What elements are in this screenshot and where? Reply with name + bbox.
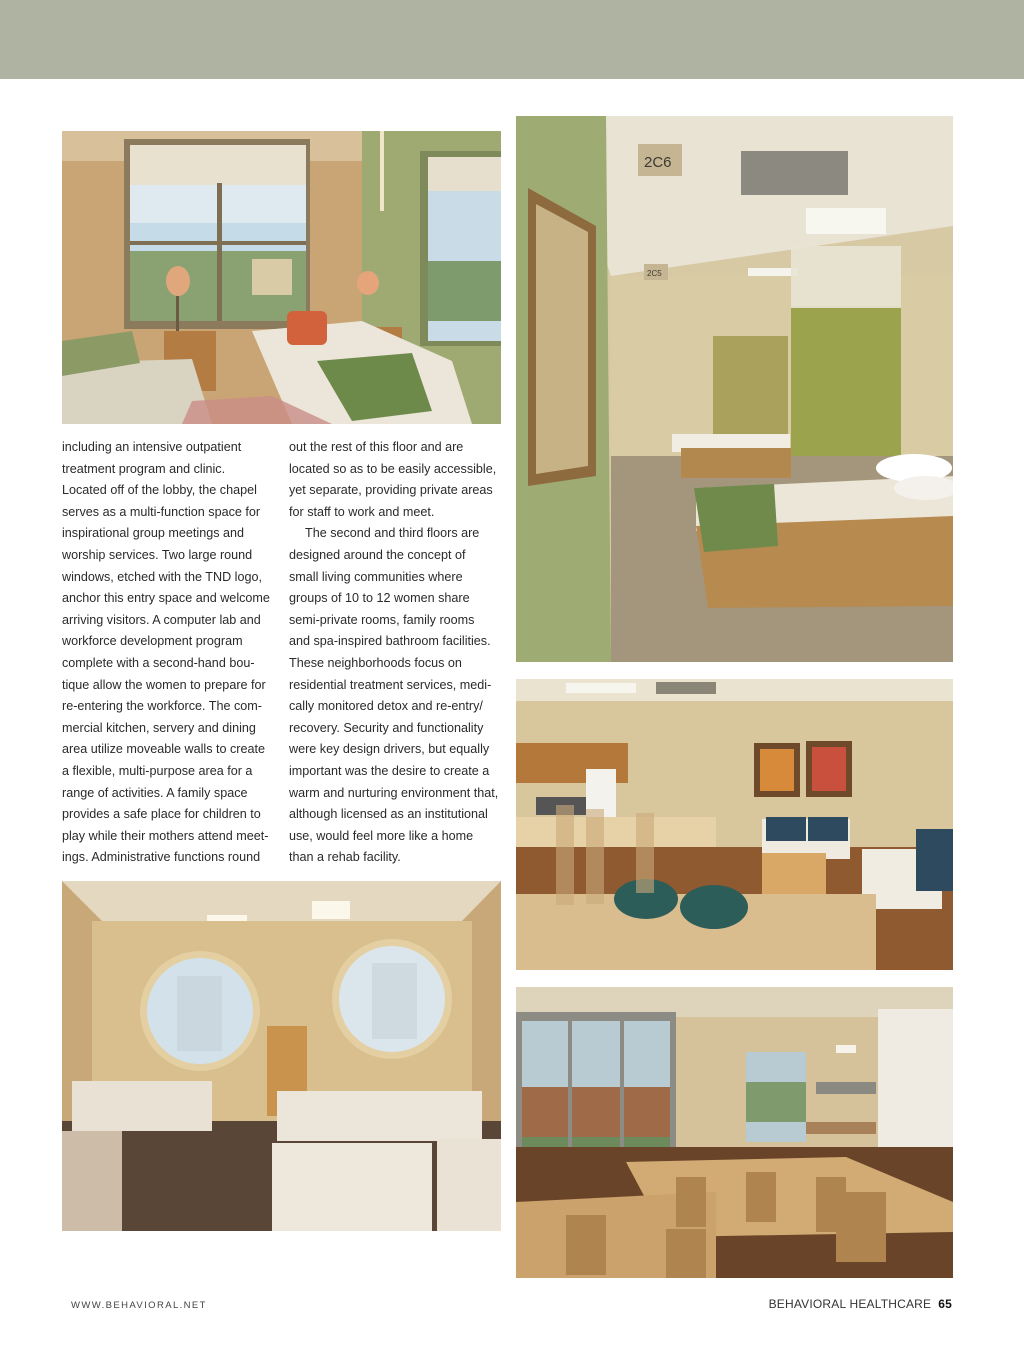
footer-publication (769, 1297, 952, 1311)
text-line: Located off of the lobby, the chapel (62, 483, 257, 498)
top-color-band (0, 0, 1024, 79)
text-line: designed around the concept of (289, 547, 466, 562)
paragraph (289, 437, 501, 523)
text-line: These neighborhoods focus on (289, 655, 462, 670)
photo-bedroom-windows (62, 131, 501, 424)
text-line: mercial kitchen, servery and dining (62, 720, 256, 735)
room-number-sign: 2C6 (644, 154, 672, 171)
footer-website-url: WWW.BEHAVIORAL.NET (71, 1300, 207, 1311)
text-line: including an intensive outpatient (62, 440, 242, 454)
text-line: windows, etched with the TND logo, (62, 569, 262, 584)
text-line: anchor this entry space and welcome (62, 591, 270, 606)
text-line: serves as a multi-function space for (62, 504, 261, 519)
text-line: yet separate, providing private areas (289, 483, 493, 498)
text-line: arriving visitors. A computer lab and (62, 612, 261, 627)
text-line: small living communities where (289, 569, 463, 584)
text-column-2 (289, 437, 501, 869)
text-line: although licensed as an institutional (289, 807, 488, 822)
text-line: area utilize moveable walls to create (62, 742, 266, 757)
text-line: important was the desire to create a (289, 763, 490, 778)
text-line: play while their mothers attend meet- (62, 828, 269, 843)
text-line: semi-private rooms, family rooms (289, 612, 475, 627)
text-line: for staff to work and meet. (289, 504, 435, 519)
text-line: cally monitored detox and re-entry/ (289, 699, 483, 714)
text-line: use, would feel more like a home (289, 828, 474, 843)
text-line: recovery. Security and functionality (289, 720, 484, 735)
text-line: ings. Administrative functions round (62, 850, 261, 865)
text-line: out the rest of this floor and are (289, 440, 464, 454)
paragraph (289, 523, 501, 869)
text-line: and spa-inspired bathroom facilities. (289, 634, 491, 649)
text-line: re-entering the workforce. The com- (62, 699, 262, 714)
text-line: tique allow the women to prepare for (62, 677, 266, 692)
text-column-1 (62, 437, 274, 869)
photo-semiprivate-room (516, 116, 953, 662)
text-line: groups of 10 to 12 women share (289, 591, 470, 606)
text-line: a flexible, multi-purpose area for a (62, 763, 253, 778)
room-number-sign-far: 2C5 (647, 269, 662, 278)
paragraph (62, 437, 274, 869)
text-line: residential treatment services, medi- (289, 677, 492, 692)
text-line: The second and third floors are (305, 526, 480, 541)
text-line: complete with a second-hand bou- (62, 655, 255, 670)
text-line: warm and nurturing environment that, (289, 785, 499, 800)
photo-chapel-round-windows (62, 881, 501, 1231)
text-line: workforce development program (62, 634, 243, 649)
text-line: were key design drivers, but equally (289, 742, 490, 757)
photo-family-room-kitchen (516, 679, 953, 970)
text-line: inspirational group meetings and (62, 526, 245, 541)
text-line: worship services. Two large round (62, 547, 253, 562)
text-line: range of activities. A family space (62, 785, 248, 800)
publication-name: BEHAVIORAL HEALTHCARE (768, 1297, 932, 1311)
text-line: treatment program and clinic. (62, 461, 226, 476)
photo-dining-area (516, 987, 953, 1278)
text-line: located so as to be easily accessible, (289, 461, 497, 476)
text-line: provides a safe place for children to (62, 807, 261, 822)
page-number: 65 (938, 1297, 952, 1311)
text-line: than a rehab facility. (289, 850, 401, 865)
